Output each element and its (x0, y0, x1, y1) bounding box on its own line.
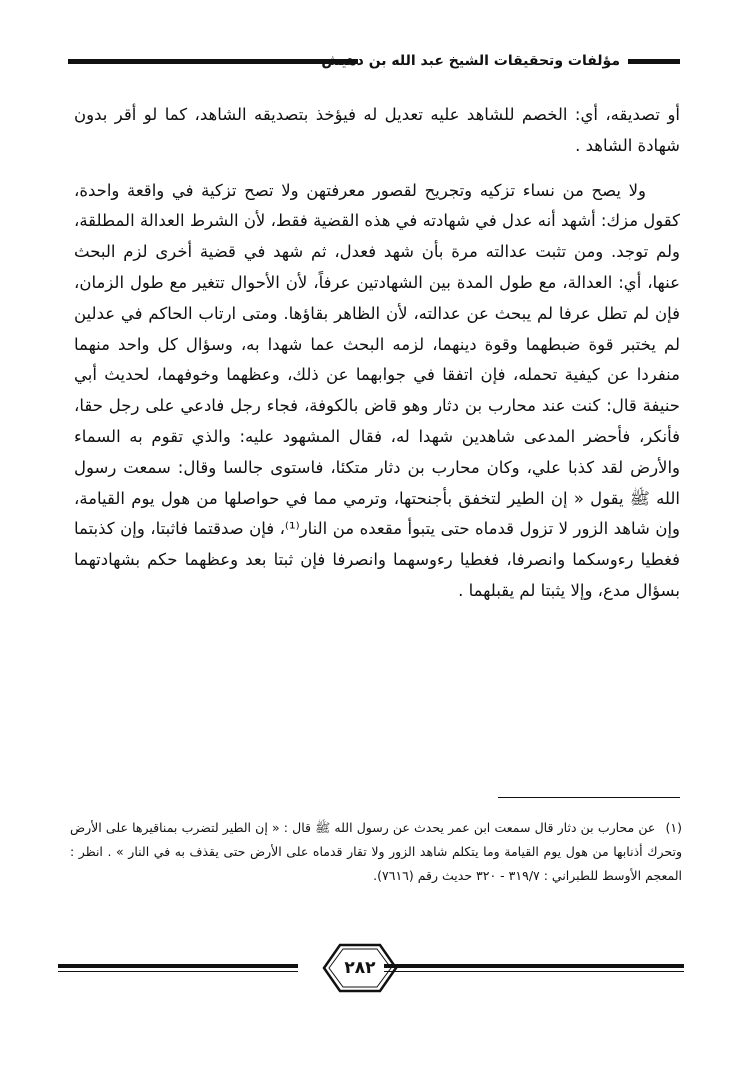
footnote (70, 816, 682, 888)
footer-rule-right (384, 964, 684, 972)
page-number: ٢٨٢ (344, 958, 376, 978)
main-text (74, 100, 680, 607)
body-paragraph-2: ولا يصح من نساء تزكيه وتجريح لقصور معرفتهن ولا تصح تزكية في واقعة واحدة، كقول مزك: أشهد أنه عدل في شهادته في هذه القضية فقط، لأن الشرط العدالة المطلقة، ولم توجد. ومن تثبت عدالته مرة بأن شهد فعدل، ثم شهد في قضية أخرى لزم البحث عنها، أي: العدالة، مع طول المدة بين الشهادتين عرفاً، لأن الأحوال تتغير مع طول الزمان، فإن لم تطل عرفا لم يبحث عن عدالته، لأن الظاهر بقاؤها. ومتى ارتاب الحاكم في عدلين لم يختبر قوة ضبطهما وقوة دينهما، لزمه البحث عما شهدا به، وسؤال كل واحد منهما منفردا عن كيفية تحمله، فإن اتفقا في جوابهما عن ذلك، وعظهما وخوفهما، لحديث أبي حنيفة قال: كنت عند محارب بن دثار وهو قاض بالكوفة، فجاء رجل فادعي على رجل حقا، فأنكر، فأحضر المدعى شاهدين شهدا له، فقال المشهود عليه: والذي تقوم به السماء والأرض لقد كذبا علي، وكان محارب بن دثار متكئا، فاستوى جالسا وقال: سمعت رسول الله ﷺ يقول « إن الطير لتخفق بأجنحتها، وترمي مما في حواصلها من هول يوم القيامة، وإن شاهد الزور لا تزول قدماه حتى يتبوأ مقعده من النار⁽¹⁾، فإن صدقتما فاثبتا، وإن كذبتما فغطيا رءوسكما وانصرفا، فغطيا رءوسهما وانصرفا فإن ثبتا بعد وعظهما حكم بشهادتهما بسؤال مدع، وإلا يثبتا لم يقبلهما . (74, 180, 680, 600)
running-header (68, 48, 680, 82)
footnote-number: (١) (665, 820, 683, 835)
footer-rule-left (58, 964, 298, 972)
header-rule-right (628, 59, 680, 64)
footnote-separator (498, 797, 680, 798)
header-title: مؤلفات وتحقيقات الشيخ عبد الله بن دهيش (321, 53, 620, 69)
header-rule-left (68, 59, 358, 64)
footnote-text: عن محارب بن دثار قال سمعت ابن عمر يحدث عن رسول الله ﷺ قال : « إن الطير لتضرب بمناقيرها على الأرض وتحرك أذنابها من هول يوم القيامة وما يتكلم شاهد الزور ولا تقار قدماه على الأرض حتى يقذف به في النار » . انظر : المعجم الأوسط للطبراني : ٣١٩/٧ - ٣٢٠ حديث رقم (٧٦١٦). (70, 820, 682, 883)
page-footer (58, 940, 684, 1000)
body-paragraph-1: أو تصديقه، أي: الخصم للشاهد عليه تعديل له فيؤخذ بتصديقه الشاهد، كما لو أقر بدون شهادة الشاهد . (74, 105, 680, 155)
